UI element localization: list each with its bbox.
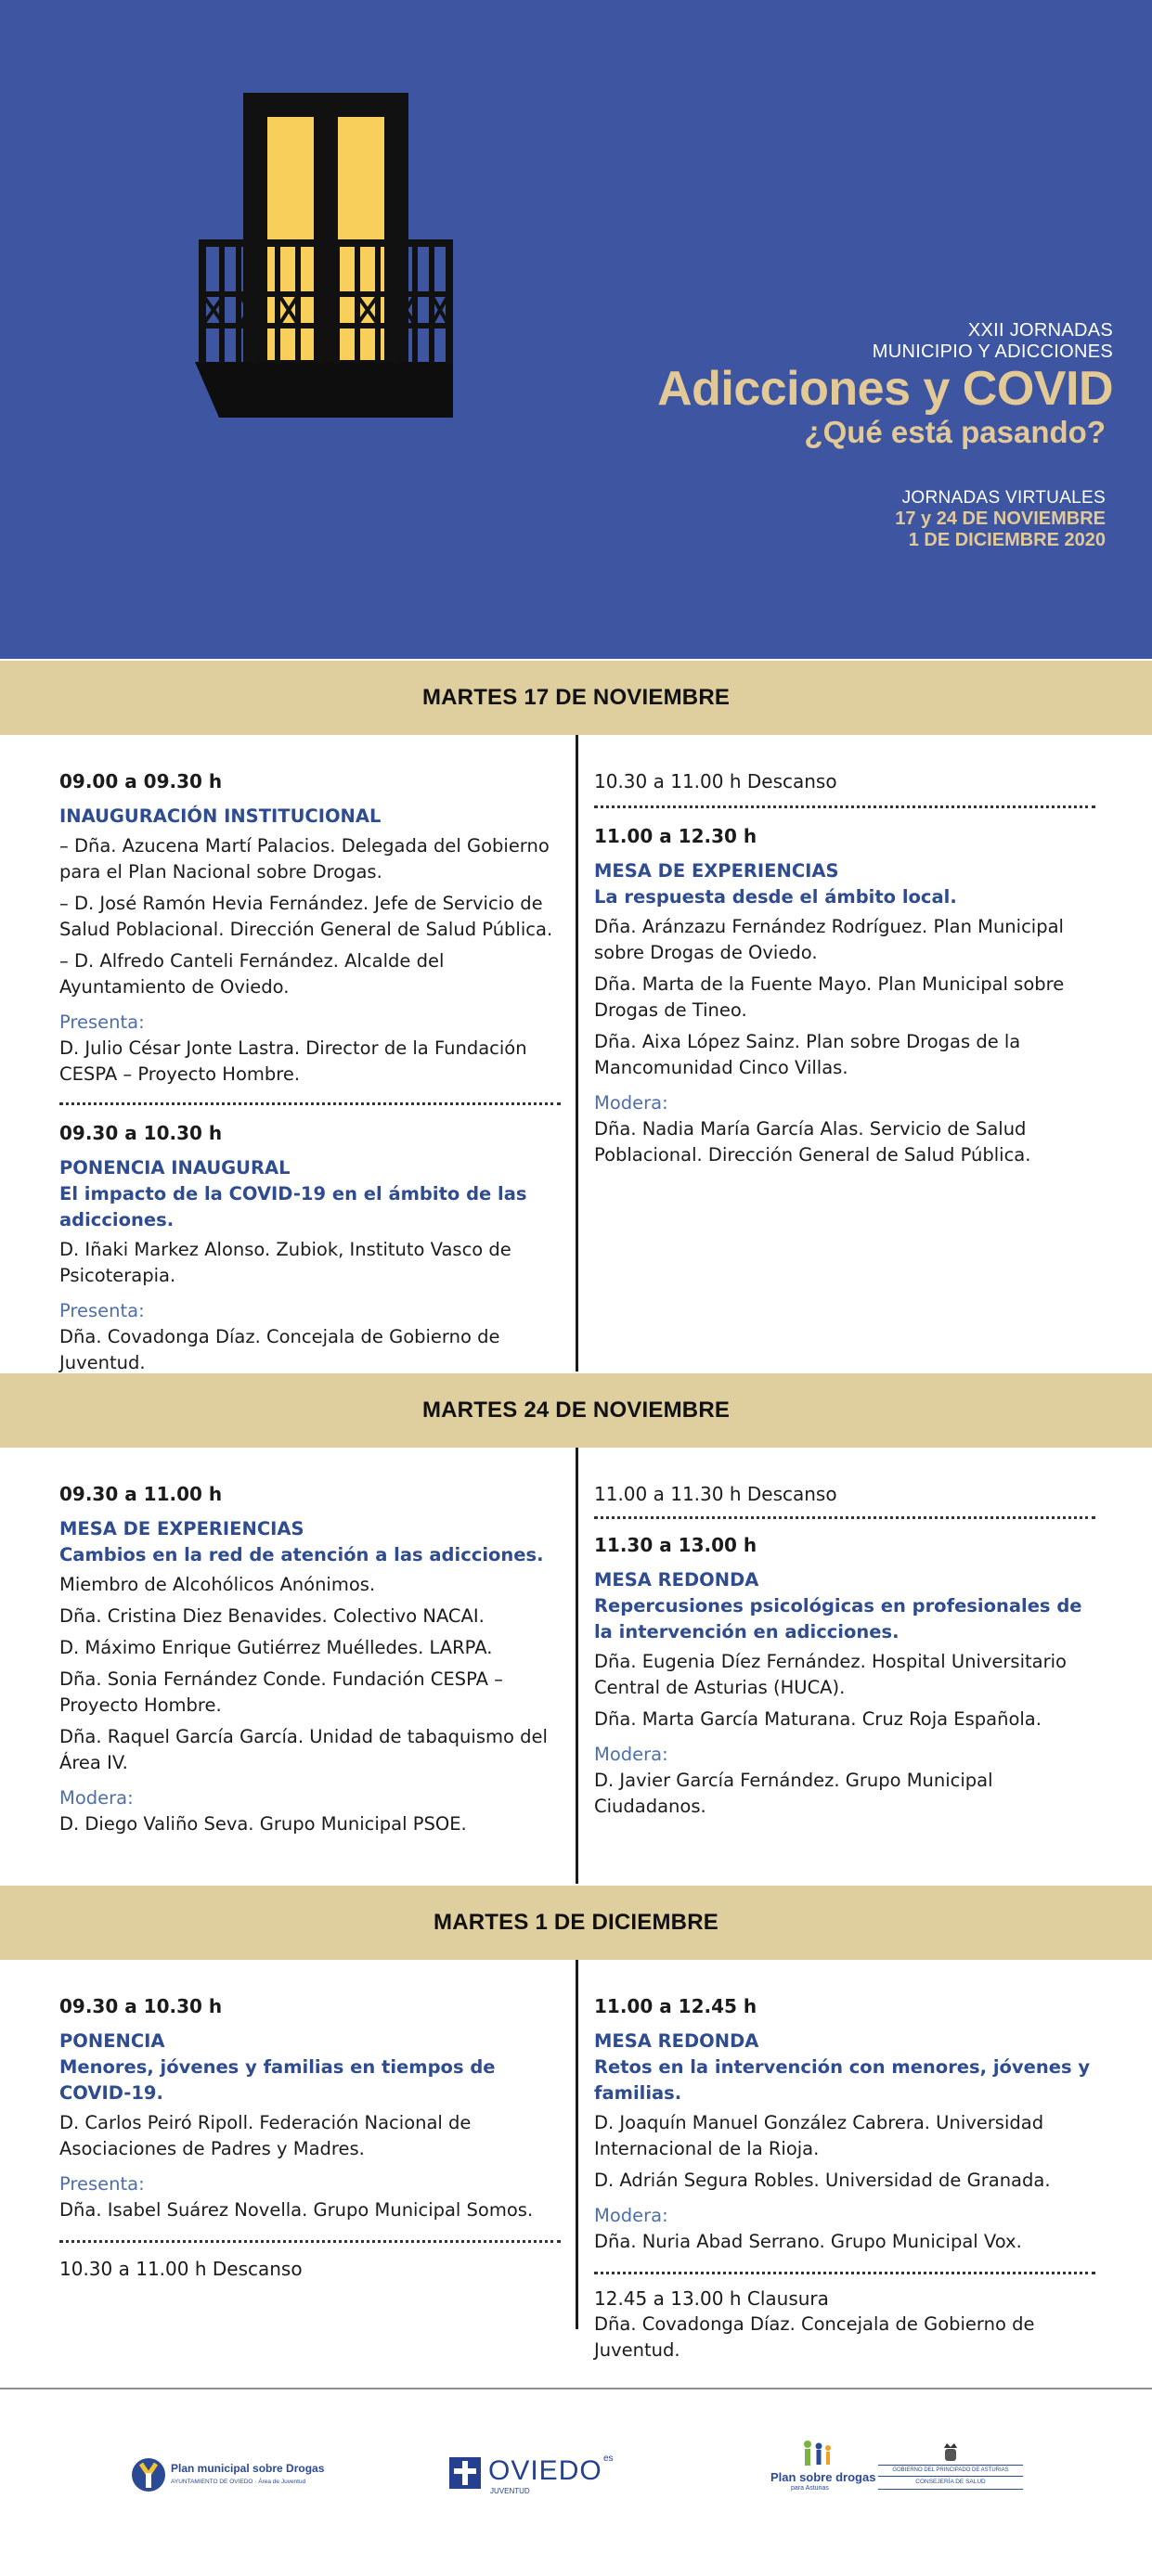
role-label: Modera: xyxy=(59,1787,134,1809)
speaker: Dña. Marta García Maturana. Cruz Roja Española. xyxy=(594,1708,1042,1730)
logo4-rule xyxy=(878,2489,1023,2490)
logo1-title: Plan municipal sobre Drogas xyxy=(171,2462,325,2475)
plan-municipal-drogas-logo xyxy=(130,2454,325,2495)
moderator: Dña. Nuria Abad Serrano. Grupo Municipal Vox. xyxy=(594,2231,1022,2252)
column-divider xyxy=(576,1448,578,1884)
session-subtitle: Cambios en la red de atención a las adicciones. xyxy=(59,1544,544,1565)
session-time: 09.00 a 09.30 h xyxy=(59,770,223,792)
role-label: Presenta: xyxy=(59,2173,145,2195)
plan-municipal-icon xyxy=(130,2456,167,2493)
speaker: D. Joaquín Manuel González Cabrera. Universidad Internacional de la Rioja. xyxy=(594,2112,1044,2159)
hero-banner xyxy=(0,0,1152,659)
balcony-window-illustration xyxy=(195,93,455,427)
presenter: D. Julio César Jonte Lastra. Director de la Fundación CESPA – Proyecto Hombre. xyxy=(59,1037,527,1085)
break-time: 11.00 a 11.30 h Descanso xyxy=(594,1483,837,1505)
dotted-divider xyxy=(594,805,1095,808)
dotted-divider xyxy=(59,2240,561,2243)
day3-right-column xyxy=(594,1993,1095,2363)
session-title: PONENCIA INAUGURAL xyxy=(59,1157,291,1179)
header-dates-block xyxy=(895,488,1106,551)
logo3-subtitle: para Asturias xyxy=(791,2485,829,2492)
speaker: Dña. Raquel García García. Unidad de tabaquismo del Área IV. xyxy=(59,1726,548,1773)
crown-crest-icon xyxy=(941,2441,960,2463)
role-label: Modera: xyxy=(594,1744,668,1765)
event-dates-1: 17 y 24 DE NOVIEMBRE xyxy=(895,509,1106,529)
logo2-superscript: es xyxy=(603,2454,614,2464)
logo3-title: Plan sobre drogas xyxy=(770,2470,876,2484)
logo4-rule xyxy=(878,2465,1023,2466)
session-time: 09.30 a 10.30 h xyxy=(59,1995,223,2017)
session-title: PONENCIA xyxy=(59,2030,165,2052)
header-line1: XXII JORNADAS xyxy=(967,320,1113,341)
closing-speaker: Dña. Covadonga Díaz. Concejala de Gobierno de Juventud. xyxy=(594,2313,1035,2361)
gobierno-asturias-logo xyxy=(878,2441,1023,2496)
session-time: 11.00 a 12.30 h xyxy=(594,825,757,847)
break-time: 10.30 a 11.00 h Descanso xyxy=(594,770,837,792)
oviedo-crest-icon xyxy=(449,2457,481,2489)
role-label: Modera: xyxy=(594,2205,668,2226)
speaker: Dña. Cristina Diez Benavides. Colectivo NACAI. xyxy=(59,1605,485,1627)
event-dates-2: 1 DE DICIEMBRE 2020 xyxy=(908,530,1106,550)
event-title: Adicciones y COVID xyxy=(657,362,1113,416)
day-header xyxy=(0,661,1152,735)
moderator: D. Diego Valiño Seva. Grupo Municipal PSOE. xyxy=(59,1813,467,1835)
figures-icon xyxy=(798,2439,835,2468)
moderator: Dña. Nadia María García Alas. Servicio de Salud Poblacional. Dirección General de Salud Pública. xyxy=(594,1118,1031,1166)
session-title: MESA DE EXPERIENCIAS xyxy=(59,1518,304,1539)
day3-left-column xyxy=(59,1993,561,2282)
day-header xyxy=(0,1373,1152,1448)
speaker: D. Máximo Enrique Gutiérrez Muélledes. LARPA. xyxy=(59,1637,493,1658)
footer-divider xyxy=(0,2388,1152,2389)
session-subtitle: La respuesta desde el ámbito local. xyxy=(594,886,957,908)
oviedo-juventud-logo xyxy=(449,2450,626,2496)
day2-right-column xyxy=(594,1481,1095,1820)
header-line2: MUNICIPIO Y ADICCIONES xyxy=(872,341,1113,362)
speaker: Miembro de Alcohólicos Anónimos. xyxy=(59,1574,376,1595)
session-title: MESA DE EXPERIENCIAS xyxy=(594,860,839,882)
presenter: Dña. Isabel Suárez Novella. Grupo Municipal Somos. xyxy=(59,2199,534,2221)
session-time: 09.30 a 10.30 h xyxy=(59,1122,223,1144)
day-header xyxy=(0,1886,1152,1960)
speaker: – Dña. Azucena Martí Palacios. Delegada del Gobierno para el Plan Nacional sobre Drogas. xyxy=(59,835,550,882)
speaker: D. Adrián Segura Robles. Universidad de Granada. xyxy=(594,2170,1051,2191)
session-title: INAUGURACIÓN INSTITUCIONAL xyxy=(59,805,382,827)
logo2-title: OVIEDO xyxy=(488,2455,602,2486)
presenter: Dña. Covadonga Díaz. Concejala de Gobierno de Juventud. xyxy=(59,1326,500,1373)
session-subtitle: Menores, jóvenes y familias en tiempos de COVID-19. xyxy=(59,2056,496,2104)
speaker: Dña. Eugenia Díez Fernández. Hospital Universitario Central de Asturias (HUCA). xyxy=(594,1651,1067,1698)
column-divider xyxy=(576,1960,578,2329)
speaker: D. Carlos Peiró Ripoll. Federación Nacional de Asociaciones de Padres y Madres. xyxy=(59,2112,472,2159)
session-time: 11.00 a 12.45 h xyxy=(594,1995,757,2017)
logo4-subtitle: CONSEJERÍA DE SALUD xyxy=(915,2479,986,2485)
day-title: MARTES 17 DE NOVIEMBRE xyxy=(421,685,731,710)
plan-drogas-asturias-logo xyxy=(770,2439,876,2492)
event-format: JORNADAS VIRTUALES xyxy=(901,488,1106,508)
day1-right-column xyxy=(594,768,1095,1168)
session-subtitle: El impacto de la COVID-19 en el ámbito de las adicciones. xyxy=(59,1183,527,1230)
break-time: 10.30 a 11.00 h Descanso xyxy=(59,2258,303,2280)
moderator: D. Javier García Fernández. Grupo Municipal Ciudadanos. xyxy=(594,1770,993,1817)
speaker: – D. José Ramón Hevia Fernández. Jefe de Servicio de Salud Poblacional. Dirección General de Salud Pública. xyxy=(59,893,553,940)
logo4-rule xyxy=(878,2476,1023,2477)
speaker: Dña. Sonia Fernández Conde. Fundación CESPA – Proyecto Hombre. xyxy=(59,1668,503,1716)
role-label: Presenta: xyxy=(59,1011,145,1033)
speaker: D. Iñaki Markez Alonso. Zubiok, Instituto Vasco de Psicoterapia. xyxy=(59,1239,511,1286)
dotted-divider xyxy=(59,1102,561,1105)
dotted-divider xyxy=(594,1516,1095,1519)
header-title-block xyxy=(657,320,1113,450)
session-time: 09.30 a 11.00 h xyxy=(59,1483,223,1505)
speaker: Dña. Marta de la Fuente Mayo. Plan Municipal sobre Drogas de Tineo. xyxy=(594,973,1065,1021)
role-label: Presenta: xyxy=(59,1300,145,1321)
logo1-subtitle: AYUNTAMIENTO DE OVIEDO · Área de Juventud xyxy=(171,2479,306,2485)
closing-time: 12.45 a 13.00 h Clausura xyxy=(594,2287,829,2310)
day-title: MARTES 24 DE NOVIEMBRE xyxy=(421,1397,731,1423)
speaker: Dña. Aixa López Sainz. Plan sobre Drogas de la Mancomunidad Cinco Villas. xyxy=(594,1031,1021,1078)
logo2-subtitle: JUVENTUD xyxy=(490,2487,530,2495)
session-title: MESA REDONDA xyxy=(594,2030,759,2052)
speaker: Dña. Aránzazu Fernández Rodríguez. Plan Municipal sobre Drogas de Oviedo. xyxy=(594,916,1064,963)
session-subtitle: Repercusiones psicológicas en profesionales de la intervención en adicciones. xyxy=(594,1595,1082,1642)
day2-left-column xyxy=(59,1481,561,1837)
day1-left-column xyxy=(59,768,561,1376)
speaker: – D. Alfredo Canteli Fernández. Alcalde del Ayuntamiento de Oviedo. xyxy=(59,950,445,998)
session-title: MESA REDONDA xyxy=(594,1569,759,1591)
dotted-divider xyxy=(594,2272,1095,2274)
event-subtitle: ¿Qué está pasando? xyxy=(804,415,1106,449)
session-subtitle: Retos en la intervención con menores, jóvenes y familias. xyxy=(594,2056,1091,2104)
role-label: Modera: xyxy=(594,1092,668,1114)
day-title: MARTES 1 DE DICIEMBRE xyxy=(434,1910,718,1935)
session-time: 11.30 a 13.00 h xyxy=(594,1534,757,1556)
logo4-title: GOBIERNO DEL PRINCIPADO DE ASTURIAS xyxy=(892,2467,1009,2473)
column-divider xyxy=(576,735,578,1372)
